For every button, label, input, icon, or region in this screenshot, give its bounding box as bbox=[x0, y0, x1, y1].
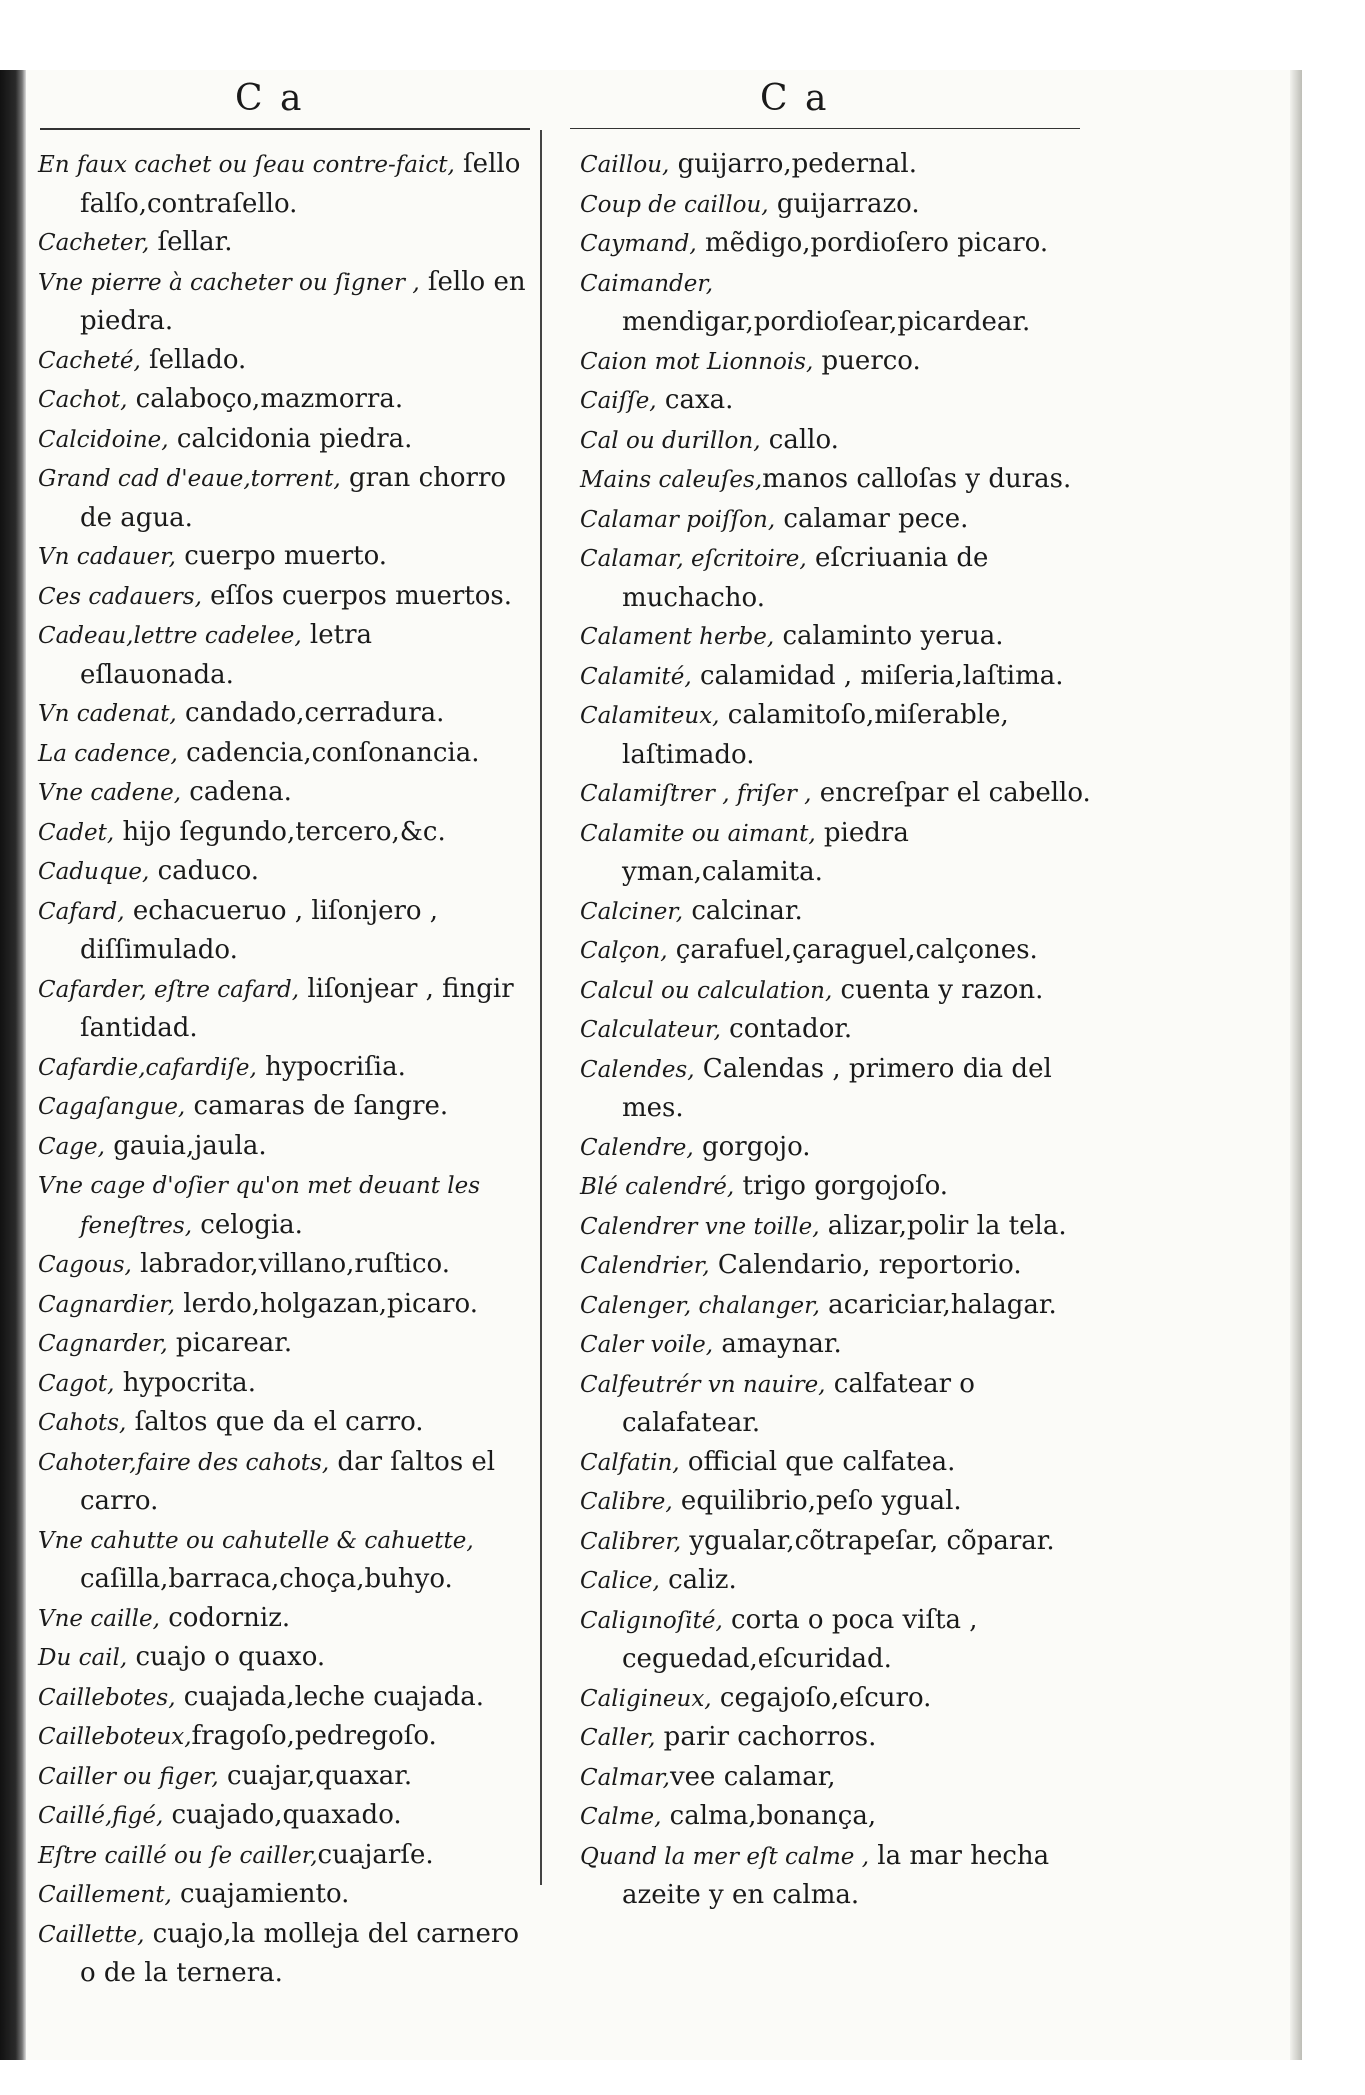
dictionary-entry bbox=[580, 814, 1100, 892]
entry-headword: Cacheté, bbox=[38, 347, 141, 374]
entry-headword: Blé calendré, bbox=[580, 1174, 735, 1200]
entry-headword: Mains caleuſes, bbox=[580, 467, 763, 493]
dictionary-entry bbox=[38, 1127, 533, 1167]
entry-definition: ſello falſo,contraſello. bbox=[80, 149, 521, 219]
entry-definition: cegajoſo,eſcuro. bbox=[711, 1682, 932, 1713]
dictionary-entry bbox=[580, 1286, 1100, 1326]
entry-definition: eſſos cuerpos muertos. bbox=[201, 580, 512, 611]
entry-definition: calaminto yerua. bbox=[774, 621, 1004, 651]
entry-headword: Cahots, bbox=[38, 1410, 127, 1436]
dictionary-entry bbox=[38, 1324, 533, 1364]
entry-definition: caliz. bbox=[659, 1565, 737, 1595]
entry-headword: Calendrer vne toille, bbox=[580, 1213, 820, 1240]
dictionary-entry bbox=[38, 1364, 533, 1404]
dictionary-entry bbox=[580, 1443, 1100, 1483]
entry-definition: labrador,villano,ruſtico. bbox=[131, 1249, 450, 1279]
dictionary-entry bbox=[580, 539, 1100, 617]
entry-headword: Caller, bbox=[580, 1725, 656, 1751]
entry-headword: Caillette, bbox=[38, 1921, 145, 1948]
entry-headword: Cailler ou figer, bbox=[38, 1763, 219, 1790]
entry-headword: Cagous, bbox=[38, 1252, 132, 1278]
entry-definition: echacueruo , liſonjero , diſſimulado. bbox=[80, 895, 439, 965]
entry-definition: calcinar. bbox=[683, 895, 803, 926]
entry-definition: calma,bonança, bbox=[661, 1801, 877, 1831]
dictionary-entry bbox=[580, 1522, 1100, 1562]
dictionary-entry bbox=[580, 696, 1100, 774]
entry-definition: Calendas , primero dia del mes. bbox=[622, 1053, 1052, 1123]
entry-headword: Vn cadenat, bbox=[38, 701, 177, 727]
entry-definition: caduco. bbox=[149, 856, 260, 886]
entry-headword: Calendrier, bbox=[580, 1253, 710, 1279]
entry-definition: mendigar,pordioſear,picardear. bbox=[622, 307, 1031, 337]
dictionary-entry bbox=[38, 970, 533, 1048]
entry-headword: Ces cadauers, bbox=[38, 583, 202, 610]
entry-definition: eſcriuania de muchacho. bbox=[622, 543, 989, 613]
dictionary-entry bbox=[580, 381, 1100, 421]
entry-definition: mẽdigo,pordioſero picaro. bbox=[696, 228, 1049, 258]
entry-headword: Du cail, bbox=[38, 1645, 128, 1671]
dictionary-entry bbox=[38, 1521, 533, 1599]
entry-definition: la mar hecha azeite y en calma. bbox=[622, 1840, 1050, 1910]
entry-definition: hypocriſia. bbox=[256, 1051, 406, 1082]
left-column bbox=[38, 145, 533, 1993]
dictionary-entry bbox=[38, 892, 533, 970]
dictionary-entry bbox=[580, 1561, 1100, 1601]
entry-definition: calamidad , miſeria,laſtima. bbox=[691, 660, 1064, 691]
entry-definition: celogia. bbox=[192, 1209, 303, 1240]
entry-headword: Calamiteux, bbox=[580, 703, 720, 729]
entry-definition: equilibrio,peſo ygual. bbox=[672, 1486, 962, 1516]
entry-headword: Calice, bbox=[580, 1568, 660, 1594]
entry-definition: caſilla,barraca,choça,buhyo. bbox=[80, 1564, 453, 1594]
entry-definition: gorgojo. bbox=[693, 1131, 811, 1162]
entry-definition: ſellado. bbox=[140, 344, 247, 375]
entry-headword: Cafard, bbox=[38, 898, 125, 925]
right-header-rule bbox=[570, 128, 1080, 129]
entry-headword: Eſtre caillé ou ſe cailler, bbox=[38, 1842, 318, 1869]
dictionary-entry bbox=[580, 1718, 1100, 1758]
entry-headword: Caligınoſité, bbox=[580, 1607, 723, 1634]
entry-headword: Cailleboteux, bbox=[38, 1724, 192, 1750]
dictionary-entry bbox=[38, 1403, 533, 1443]
entry-headword: Caler voile, bbox=[580, 1332, 714, 1358]
dictionary-entry bbox=[580, 1325, 1100, 1365]
entry-definition: camaras de ſangre. bbox=[185, 1091, 449, 1121]
entry-headword: Caillou, bbox=[580, 152, 670, 178]
entry-definition: cuajado,quaxado. bbox=[163, 1800, 402, 1830]
entry-headword: Calamite ou aimant, bbox=[580, 820, 816, 847]
entry-headword: La cadence, bbox=[38, 740, 178, 767]
entry-definition: corta o poca viſta , ceguedad,eſcuridad. bbox=[622, 1604, 978, 1674]
dictionary-entry bbox=[580, 1128, 1100, 1168]
entry-definition: guijarrazo. bbox=[768, 188, 920, 219]
dictionary-entry bbox=[38, 1599, 533, 1639]
dictionary-entry bbox=[38, 1915, 533, 1993]
dictionary-entry bbox=[38, 1638, 533, 1678]
dictionary-entry bbox=[38, 694, 533, 734]
column-divider bbox=[540, 130, 542, 1885]
entry-headword: Caduque, bbox=[38, 859, 150, 885]
entry-definition: candado,cerradura. bbox=[176, 698, 445, 728]
dictionary-entry bbox=[580, 460, 1100, 500]
entry-headword: Calçon, bbox=[580, 938, 668, 964]
entry-headword: Cafardie,cafardiſe, bbox=[38, 1054, 257, 1081]
dictionary-entry bbox=[38, 1836, 533, 1876]
entry-headword: Calfatin, bbox=[580, 1449, 680, 1476]
entry-definition: dar ſaltos el carro. bbox=[80, 1446, 496, 1516]
entry-headword: Calendre, bbox=[580, 1134, 694, 1161]
dictionary-entry bbox=[38, 813, 533, 853]
entry-definition: cadena. bbox=[181, 777, 292, 807]
entry-definition: hijo ſegundo,tercero,&c. bbox=[114, 816, 446, 847]
entry-headword: Cahoter,faire des cahots, bbox=[38, 1449, 330, 1476]
entry-definition: callo. bbox=[760, 424, 839, 455]
entry-headword: Caymand, bbox=[580, 231, 697, 257]
entry-definition: vee calamar, bbox=[669, 1761, 836, 1792]
dictionary-entry bbox=[38, 1796, 533, 1836]
dictionary-entry bbox=[580, 892, 1100, 932]
entry-headword: Vn cadauer, bbox=[38, 544, 176, 570]
entry-definition: caxa. bbox=[656, 385, 734, 415]
entry-definition: ſaltos que da el carro. bbox=[126, 1407, 424, 1437]
entry-definition: piedra yman,calamita. bbox=[622, 817, 909, 887]
dictionary-entry bbox=[38, 1087, 533, 1127]
dictionary-entry bbox=[580, 421, 1100, 461]
dictionary-entry bbox=[38, 341, 533, 381]
entry-headword: Calcidoine, bbox=[38, 426, 169, 453]
entry-headword: Calamar poiſſon, bbox=[580, 506, 776, 533]
dictionary-entry bbox=[580, 1246, 1100, 1286]
dictionary-entry bbox=[38, 380, 533, 420]
right-column-header: C a bbox=[760, 78, 830, 119]
entry-headword: Cagot, bbox=[38, 1370, 115, 1397]
entry-headword: Cagnarder, bbox=[38, 1331, 168, 1357]
entry-headword: Cafarder, eſtre cafard, bbox=[38, 976, 300, 1003]
entry-definition: amaynar. bbox=[713, 1329, 842, 1359]
entry-headword: Caillé,figé, bbox=[38, 1803, 164, 1829]
entry-headword: Cachot, bbox=[38, 387, 128, 413]
entry-headword: Calibre, bbox=[580, 1489, 673, 1515]
entry-definition: liſonjear , fingir ſantidad. bbox=[80, 973, 514, 1043]
entry-definition: parir cachorros. bbox=[655, 1722, 877, 1752]
dictionary-entry bbox=[38, 1717, 533, 1757]
entry-headword: Cage, bbox=[38, 1133, 105, 1160]
entry-definition: cuajamiento. bbox=[171, 1879, 350, 1909]
entry-headword: Caligineux, bbox=[580, 1685, 712, 1712]
entry-definition: calaboço,mazmorra. bbox=[127, 384, 404, 414]
entry-headword: Caion mot Lionnois, bbox=[580, 348, 814, 375]
entry-definition: official que calfatea. bbox=[679, 1446, 956, 1477]
entry-definition: çarafuel,çaraguel,calçones. bbox=[667, 935, 1038, 965]
dictionary-entry bbox=[580, 342, 1100, 382]
dictionary-entry bbox=[580, 1482, 1100, 1522]
dictionary-entry bbox=[580, 617, 1100, 657]
dictionary-entry bbox=[38, 1678, 533, 1718]
entry-headword: Calendes, bbox=[580, 1056, 695, 1083]
dictionary-entry bbox=[38, 616, 533, 694]
entry-definition: encreſpar el cabello. bbox=[811, 778, 1091, 808]
entry-definition: manos calloſas y duras. bbox=[762, 464, 1072, 494]
entry-definition: Calendario, reportorio. bbox=[709, 1250, 1022, 1280]
dictionary-entry bbox=[580, 224, 1100, 264]
entry-definition: cuajo o quaxo. bbox=[127, 1642, 326, 1672]
entry-definition: lerdo,holgazan,picaro. bbox=[175, 1288, 478, 1319]
entry-headword: Grand cad d'eaue,torrent, bbox=[38, 466, 341, 492]
entry-definition: acariciar,halagar. bbox=[819, 1289, 1057, 1320]
entry-definition: gran chorro de agua. bbox=[80, 463, 507, 533]
dictionary-entry bbox=[580, 1207, 1100, 1247]
dictionary-entry bbox=[580, 1601, 1100, 1679]
entry-definition: calfatear o calafatear. bbox=[622, 1368, 975, 1438]
dictionary-entry bbox=[38, 459, 533, 537]
entry-definition: hypocrita. bbox=[114, 1367, 256, 1398]
entry-headword: Caiſſe, bbox=[580, 388, 657, 414]
dictionary-entry bbox=[38, 1166, 533, 1245]
entry-definition: contador. bbox=[720, 1014, 853, 1044]
entry-definition: codorniz. bbox=[159, 1602, 291, 1633]
dictionary-entry bbox=[580, 1365, 1100, 1443]
entry-headword: Caimander, bbox=[580, 270, 714, 297]
entry-headword: Calenger, chalanger, bbox=[580, 1292, 820, 1319]
dictionary-entry bbox=[38, 1875, 533, 1915]
dictionary-entry bbox=[580, 1167, 1100, 1207]
entry-headword: Cal ou durillon, bbox=[580, 427, 761, 454]
dictionary-entry bbox=[580, 264, 1100, 342]
entry-headword: Calament herbe, bbox=[580, 624, 775, 650]
entry-definition: cuajada,leche cuajada. bbox=[175, 1681, 485, 1712]
dictionary-entry bbox=[38, 1048, 533, 1088]
entry-definition: guijarro,pedernal. bbox=[669, 149, 917, 179]
dictionary-entry bbox=[580, 1050, 1100, 1128]
dictionary-entry bbox=[580, 1758, 1100, 1798]
dictionary-entry bbox=[580, 774, 1100, 814]
entry-definition: ſellar. bbox=[149, 227, 233, 257]
entry-headword: Cagnardier, bbox=[38, 1291, 176, 1318]
entry-headword: Calcul ou calculation, bbox=[580, 977, 833, 1004]
dictionary-entry bbox=[38, 420, 533, 460]
dictionary-entry bbox=[580, 931, 1100, 971]
entry-headword: Calamar, eſcritoire, bbox=[580, 546, 807, 572]
dictionary-entry bbox=[580, 1010, 1100, 1050]
entry-definition: letra eſlauonada. bbox=[80, 620, 373, 690]
entry-headword: Caillement, bbox=[38, 1882, 172, 1908]
entry-headword: Vne pierre à cacheter ou ſigner , bbox=[38, 269, 420, 296]
dictionary-entry bbox=[38, 773, 533, 813]
entry-headword: Calme, bbox=[580, 1804, 662, 1830]
entry-headword: Vne cadene, bbox=[38, 780, 182, 806]
entry-definition: cuajarſe. bbox=[317, 1839, 434, 1870]
dictionary-entry bbox=[580, 185, 1100, 225]
entry-definition: cuajo,la molleja del carnero o de la ternera. bbox=[80, 1918, 520, 1988]
entry-headword: Calculateur, bbox=[580, 1017, 721, 1043]
entry-definition: calamitoſo,miſerable, laſtimado. bbox=[622, 700, 1009, 770]
entry-definition: cuajar,quaxar. bbox=[218, 1760, 413, 1791]
entry-headword: Calamité, bbox=[580, 663, 692, 690]
dictionary-entry bbox=[38, 1285, 533, 1325]
entry-definition: cadencia,conſonancia. bbox=[177, 737, 480, 768]
dictionary-entry bbox=[580, 971, 1100, 1011]
entry-headword: Calamiſtrer , friſer , bbox=[580, 781, 812, 807]
left-column-header: C a bbox=[235, 78, 305, 119]
dictionary-entry bbox=[38, 1245, 533, 1285]
dictionary-entry bbox=[580, 145, 1100, 185]
dictionary-entry bbox=[38, 145, 533, 223]
entry-definition: picarear. bbox=[167, 1328, 293, 1358]
entry-headword: Calciner, bbox=[580, 898, 684, 925]
page-edge-shadow bbox=[1290, 70, 1302, 2060]
entry-headword: Calibrer, bbox=[580, 1528, 682, 1555]
entry-headword: Cadet, bbox=[38, 819, 115, 846]
dictionary-entry bbox=[38, 223, 533, 263]
entry-headword: Cacheter, bbox=[38, 230, 150, 256]
dictionary-entry bbox=[38, 263, 533, 341]
entry-definition: ygualar,cõtrapeſar, cõparar. bbox=[681, 1525, 1055, 1556]
entry-headword: Caillebotes, bbox=[38, 1684, 176, 1711]
entry-headword: Vne caille, bbox=[38, 1605, 160, 1632]
dictionary-entry bbox=[580, 1679, 1100, 1719]
entry-definition: cuerpo muerto. bbox=[175, 541, 388, 571]
entry-definition: trigo gorgojoſo. bbox=[734, 1171, 949, 1201]
left-header-rule bbox=[40, 128, 530, 130]
dictionary-entry bbox=[38, 734, 533, 774]
entry-definition: calcidonia piedra. bbox=[168, 423, 413, 454]
dictionary-entry bbox=[580, 1837, 1100, 1915]
book-binding-shadow bbox=[0, 70, 26, 2060]
entry-headword: Vne cage d'oſier qu'on met deuant les feneſtres, bbox=[38, 1173, 481, 1239]
entry-headword: Vne cahutte ou cahutelle & cahuette, bbox=[38, 1527, 474, 1554]
dictionary-entry bbox=[38, 537, 533, 577]
dictionary-entry bbox=[38, 1443, 533, 1521]
entry-headword: Calfeutrér vn nauire, bbox=[580, 1371, 826, 1398]
entry-definition: calamar pece. bbox=[775, 503, 969, 534]
entry-headword: En faux cachet ou ſeau contre-faict, bbox=[38, 152, 455, 178]
entry-definition: alizar,polir la tela. bbox=[819, 1210, 1067, 1241]
entry-definition: fragoſo,pedregoſo. bbox=[191, 1721, 437, 1751]
entry-definition: puerco. bbox=[813, 345, 921, 376]
dictionary-entry bbox=[38, 1757, 533, 1797]
entry-headword: Quand la mer eſt calme , bbox=[580, 1843, 870, 1870]
dictionary-entry bbox=[580, 657, 1100, 697]
dictionary-entry bbox=[38, 577, 533, 617]
entry-headword: Cagaſangue, bbox=[38, 1094, 186, 1120]
entry-headword: Cadeau,lettre cadelee, bbox=[38, 623, 302, 649]
dictionary-entry bbox=[580, 500, 1100, 540]
entry-definition: cuenta y razon. bbox=[832, 974, 1044, 1005]
dictionary-entry bbox=[38, 852, 533, 892]
right-column bbox=[580, 145, 1100, 1915]
entry-definition: ſello en piedra. bbox=[80, 266, 526, 336]
entry-headword: Coup de caillou, bbox=[580, 191, 769, 218]
entry-headword: Calmar, bbox=[580, 1764, 670, 1791]
dictionary-entry bbox=[580, 1797, 1100, 1837]
entry-definition: gauia,jaula. bbox=[104, 1130, 267, 1161]
